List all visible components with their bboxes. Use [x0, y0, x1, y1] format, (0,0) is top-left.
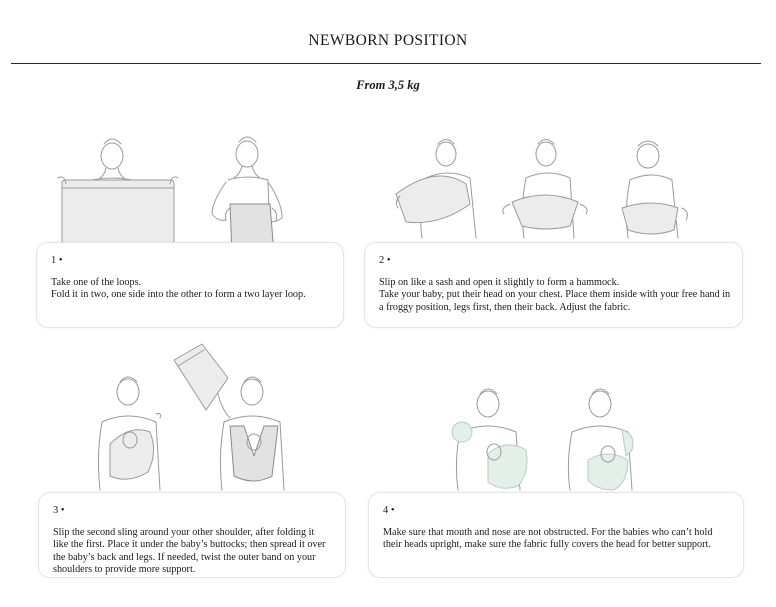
step-number: 1 •: [51, 255, 63, 266]
step-text-line: Fold it in two, one side into the other to form a two layer loop.: [51, 289, 306, 301]
step-card-2: [364, 242, 743, 328]
step-number: 4 •: [383, 505, 395, 516]
title-divider: [11, 63, 761, 64]
step-1-illustration: [40, 128, 330, 258]
step-card-1: [36, 242, 344, 328]
step-text-line: shoulders to provide more support.: [53, 564, 196, 576]
step-text-line: like the first. Place it under the baby’s buttocks; then spread it over: [53, 539, 326, 551]
step-card-4: [368, 492, 744, 578]
step-card-3: [38, 492, 346, 578]
step-3-illustration: [96, 344, 306, 494]
step-text-line: Slip on like a sash and open it slightly to form a hammock.: [379, 276, 620, 288]
step-2-illustration: [386, 132, 706, 244]
step-text-line: Take one of the loops.: [51, 276, 142, 288]
page-title: NEWBORN POSITION: [308, 32, 468, 49]
step-text-line: Make sure that mouth and nose are not obstructed. For the babies who can’t hold: [383, 526, 713, 538]
step-number: 2 •: [379, 255, 391, 266]
step-text-line: Slip the second sling around your other shoulder, after folding it: [53, 526, 315, 538]
step-number: 3 •: [53, 505, 65, 516]
step-text-line: the baby’s back and legs. If needed, twist the outer band on your: [53, 551, 316, 563]
weight-subtitle: From 3,5 kg: [356, 78, 420, 92]
step-text-line: Take your baby, put their head on your chest. Place them inside with your free hand in: [379, 289, 731, 301]
step-4-illustration: [448, 388, 658, 492]
step-text-line: their heads upright, make sure the fabric fully covers the head for better support.: [383, 539, 711, 551]
step-text-line: a froggy position, legs first, then their back. Adjust the fabric.: [379, 301, 631, 313]
